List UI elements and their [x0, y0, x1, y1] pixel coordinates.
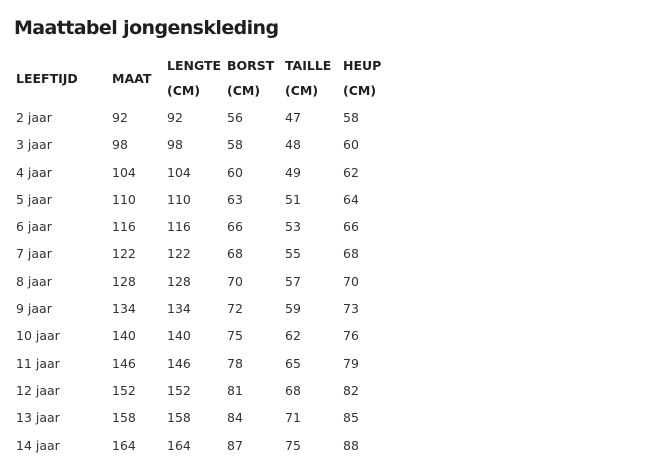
- table-row: [16, 186, 401, 213]
- cell-borst: 78: [227, 355, 243, 371]
- header-lengte-unit: (CM): [167, 83, 201, 98]
- cell-maat: 158: [112, 410, 136, 426]
- table-row: [16, 159, 401, 186]
- cell-taille: 49: [285, 164, 301, 180]
- cell-maat: 146: [112, 355, 136, 371]
- cell-leeftijd: 9 jaar: [16, 301, 52, 317]
- cell-taille: 47: [285, 110, 301, 125]
- cell-leeftijd: 13 jaar: [16, 410, 60, 426]
- cell-lengte: 92: [167, 110, 183, 125]
- cell-taille: 75: [285, 437, 301, 453]
- cell-borst: 56: [227, 110, 243, 125]
- cell-maat: 164: [112, 437, 136, 453]
- cell-lengte: 116: [167, 219, 191, 235]
- table-row: [16, 322, 401, 349]
- cell-borst: 75: [227, 328, 243, 344]
- cell-heup: 60: [343, 137, 359, 153]
- cell-taille: 71: [285, 410, 301, 426]
- cell-borst: 70: [227, 273, 243, 289]
- cell-heup: 73: [343, 301, 359, 317]
- cell-taille: 48: [285, 137, 301, 153]
- cell-taille: 51: [285, 191, 301, 207]
- header-lengte: [167, 52, 227, 104]
- cell-leeftijd: 5 jaar: [16, 191, 52, 207]
- cell-leeftijd: 12 jaar: [16, 382, 60, 398]
- cell-lengte: 122: [167, 246, 191, 262]
- cell-maat: 104: [112, 164, 136, 180]
- cell-lengte: 110: [167, 191, 191, 207]
- header-taille: [285, 52, 343, 104]
- cell-lengte: 152: [167, 382, 191, 398]
- cell-heup: 64: [343, 191, 359, 207]
- header-maat-label: MAAT: [112, 70, 152, 86]
- cell-heup: 82: [343, 382, 359, 398]
- cell-heup: 79: [343, 355, 359, 371]
- cell-maat: 128: [112, 273, 136, 289]
- cell-heup: 62: [343, 164, 359, 180]
- table-row: [16, 213, 401, 240]
- cell-taille: 55: [285, 246, 301, 262]
- cell-lengte: 164: [167, 437, 191, 453]
- cell-heup: 85: [343, 410, 359, 426]
- cell-taille: 59: [285, 301, 301, 317]
- page-title: Maattabel jongenskleding: [14, 17, 279, 39]
- header-lengte-label: LENGTE: [167, 58, 222, 73]
- table-row: [16, 104, 401, 131]
- size-table: [16, 52, 401, 459]
- cell-lengte: 128: [167, 273, 191, 289]
- cell-lengte: 104: [167, 164, 191, 180]
- cell-borst: 72: [227, 301, 243, 317]
- cell-lengte: 134: [167, 301, 191, 317]
- table-body: [16, 104, 401, 459]
- header-borst-label: BORST: [227, 58, 275, 73]
- table-header: [16, 52, 401, 104]
- cell-taille: 62: [285, 328, 301, 344]
- cell-borst: 84: [227, 410, 243, 426]
- header-maat: [112, 52, 167, 104]
- cell-taille: 53: [285, 219, 301, 235]
- cell-borst: 87: [227, 437, 243, 453]
- cell-heup: 68: [343, 246, 359, 262]
- header-borst: [227, 52, 285, 104]
- cell-maat: 116: [112, 219, 136, 235]
- cell-heup: 58: [343, 110, 359, 125]
- cell-heup: 76: [343, 328, 359, 344]
- header-heup-unit: (CM): [343, 83, 377, 98]
- cell-maat: 122: [112, 246, 136, 262]
- header-row: [16, 52, 401, 104]
- header-leeftijd: [16, 52, 112, 104]
- cell-borst: 60: [227, 164, 243, 180]
- table-row: [16, 268, 401, 295]
- cell-lengte: 146: [167, 355, 191, 371]
- table-row: [16, 240, 401, 267]
- table-row: [16, 295, 401, 322]
- table-row: [16, 350, 401, 377]
- header-taille-label: TAILLE: [285, 58, 332, 73]
- header-leeftijd-label: LEEFTIJD: [16, 70, 78, 86]
- cell-heup: 66: [343, 219, 359, 235]
- cell-borst: 68: [227, 246, 243, 262]
- cell-leeftijd: 8 jaar: [16, 273, 52, 289]
- cell-lengte: 158: [167, 410, 191, 426]
- table-row: [16, 131, 401, 158]
- table-row: [16, 404, 401, 431]
- cell-leeftijd: 2 jaar: [16, 110, 52, 125]
- cell-leeftijd: 4 jaar: [16, 164, 52, 180]
- cell-leeftijd: 7 jaar: [16, 246, 52, 262]
- cell-borst: 81: [227, 382, 243, 398]
- cell-borst: 63: [227, 191, 243, 207]
- table-row: [16, 432, 401, 459]
- cell-maat: 152: [112, 382, 136, 398]
- cell-leeftijd: 6 jaar: [16, 219, 52, 235]
- cell-leeftijd: 3 jaar: [16, 137, 52, 153]
- cell-taille: 68: [285, 382, 301, 398]
- cell-maat: 134: [112, 301, 136, 317]
- table-row: [16, 377, 401, 404]
- cell-maat: 92: [112, 110, 128, 125]
- cell-borst: 66: [227, 219, 243, 235]
- header-heup-label: HEUP: [343, 58, 382, 73]
- cell-maat: 98: [112, 137, 128, 153]
- cell-taille: 65: [285, 355, 301, 371]
- header-taille-unit: (CM): [285, 83, 319, 98]
- cell-leeftijd: 10 jaar: [16, 328, 60, 344]
- cell-taille: 57: [285, 273, 301, 289]
- header-heup: [343, 52, 401, 104]
- cell-maat: 110: [112, 191, 136, 207]
- cell-heup: 88: [343, 437, 359, 453]
- cell-leeftijd: 11 jaar: [16, 355, 60, 371]
- cell-leeftijd: 14 jaar: [16, 437, 60, 453]
- cell-maat: 140: [112, 328, 136, 344]
- cell-heup: 70: [343, 273, 359, 289]
- header-borst-unit: (CM): [227, 83, 261, 98]
- cell-lengte: 140: [167, 328, 191, 344]
- cell-borst: 58: [227, 137, 243, 153]
- cell-lengte: 98: [167, 137, 183, 153]
